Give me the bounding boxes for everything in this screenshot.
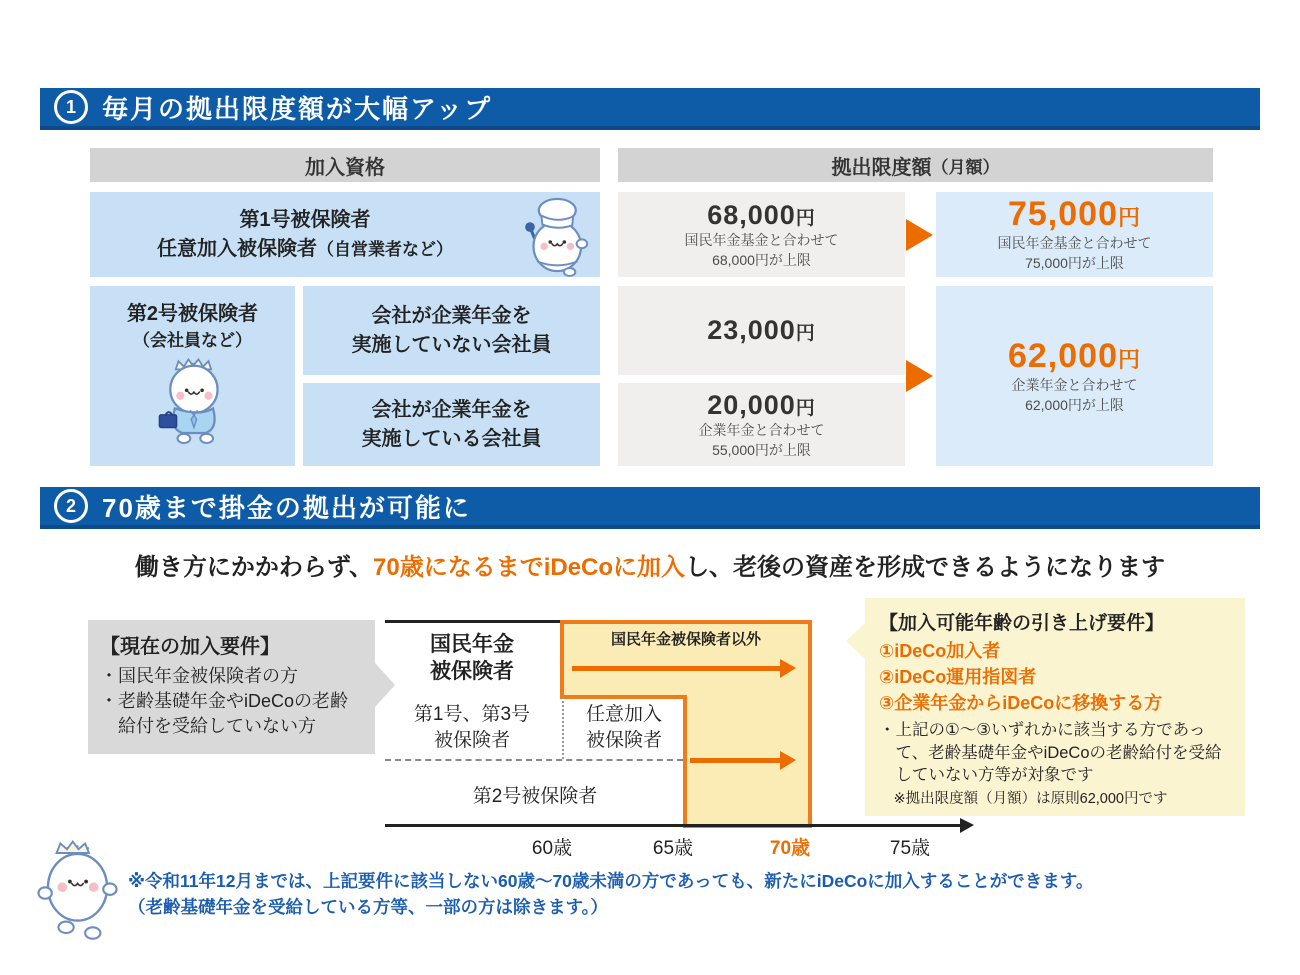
row1-before-cell: 68,000円 国民年金基金と合わせて 68,000円が上限 [618, 192, 905, 277]
row2-name: 第2号被保険者 [126, 303, 259, 325]
axis-label-75: 75歳 [889, 838, 931, 859]
briefcase-icon [159, 412, 176, 427]
axis-label-60: 60歳 [531, 838, 573, 859]
row1-change-arrow-icon [906, 219, 933, 251]
row2-sub2-before-cell: 20,000円 企業年金と合わせて 55,000円が上限 [618, 383, 905, 466]
section2-subtitle: 働き方にかかわらず、70歳になるまでiDeCoに加入し、老後の資産を形成できるようになります [134, 554, 1166, 581]
footnote-line2: （老齢基礎年金を受給している方等、一部の方は除きます。） [128, 897, 608, 917]
label-kokumin-nenkin: 国民年金 被保険者 [430, 633, 514, 684]
requirements-pointer-icon [846, 622, 866, 660]
axis-label-65: 65歳 [652, 838, 694, 859]
extension-arrow-top-icon [572, 666, 780, 671]
chef-mascot [508, 190, 596, 280]
row1-name: 第1号被保険者 [239, 208, 371, 231]
age60-dotted-divider [562, 697, 564, 759]
row2-sub1-amount: 23,000円 [707, 315, 816, 346]
row1-before-amount: 68,000円 [707, 199, 816, 230]
row2-after-amount: 62,000円 [1007, 336, 1141, 375]
label-no1-no3-insured: 第1号、第3号 被保険者 [413, 704, 531, 751]
section1-header-bar [40, 88, 1260, 130]
section2-number-badge: 2 [54, 489, 88, 523]
label-voluntary-insured: 任意加入 被保険者 [585, 704, 662, 751]
row2-sub2-label-cell: 会社が企業年金を 実施している会社員 [303, 383, 600, 466]
axis-label-70: 70歳 [769, 838, 811, 859]
column-header-limit: 拠出限度額 （月額） [618, 148, 1213, 182]
current-requirements-box: 【現在の加入要件】 ・国民年金被保険者の方 ・老齢基礎年金やiDeCoの老齢給付を受給していない方 [88, 620, 375, 754]
section2-title: 70歳まで掛金の拠出が可能に [102, 492, 471, 523]
row1-after-cell: 75,000円 国民年金基金と合わせて 75,000円が上限 [936, 192, 1213, 277]
age-axis [385, 824, 960, 827]
row2-sub1-label-cell: 会社が企業年金を 実施していない会社員 [303, 286, 600, 375]
footnote-line1: ※令和11年12月までは、上記要件に該当しない60歳～70歳未満の方であっても、新たにiDeCoに加入することができます。 [128, 871, 1094, 891]
section1-title: 毎月の拠出限度額が大幅アップ [102, 93, 493, 124]
row1-after-amount: 75,000円 [1007, 195, 1141, 234]
ideco-crown-icon [57, 842, 90, 853]
label-no2-insured: 第2号被保険者 [472, 786, 598, 807]
subtitle-highlight: 70歳になるまでiDeCoに加入 [373, 554, 686, 581]
row1-name2: 任意加入被保険者（自営業者など） [157, 237, 453, 260]
section1-number-badge: 1 [54, 90, 88, 124]
row2-change-arrow-icon [906, 360, 933, 392]
waving-king-mascot [28, 832, 128, 954]
label-non-insured-band: 国民年金被保険者以外 [610, 631, 761, 648]
insured-dashed-divider [385, 759, 683, 761]
column-header-eligibility: 加入資格 [90, 148, 600, 182]
business-king-mascot [143, 347, 243, 459]
diagram-top-line [385, 620, 562, 623]
chef-hat-icon [539, 199, 576, 228]
extension-arrow-bottom-icon [690, 758, 780, 763]
section2-header-bar [40, 487, 1260, 529]
row2-sub1-before-cell [618, 286, 905, 375]
row2-name-note: （会社員など） [133, 331, 252, 350]
raise-requirements-box: 【加入可能年齢の引き上げ要件】 ①iDeCo加入者 ②iDeCo運用指図者 ③企業年金からiDeCoに移換する方 ・上記の①～③いずれかに該当する方であって、老齢基礎年金やiDeCoの老齢給付を受給していない方等が対象です ※拠出限度額（月額）は原則62,000円です [865, 598, 1245, 816]
row2-sub2-amount: 20,000円 [707, 389, 816, 420]
row2-after-cell: 62,000円 企業年金と合わせて 62,000円が上限 [936, 286, 1213, 466]
